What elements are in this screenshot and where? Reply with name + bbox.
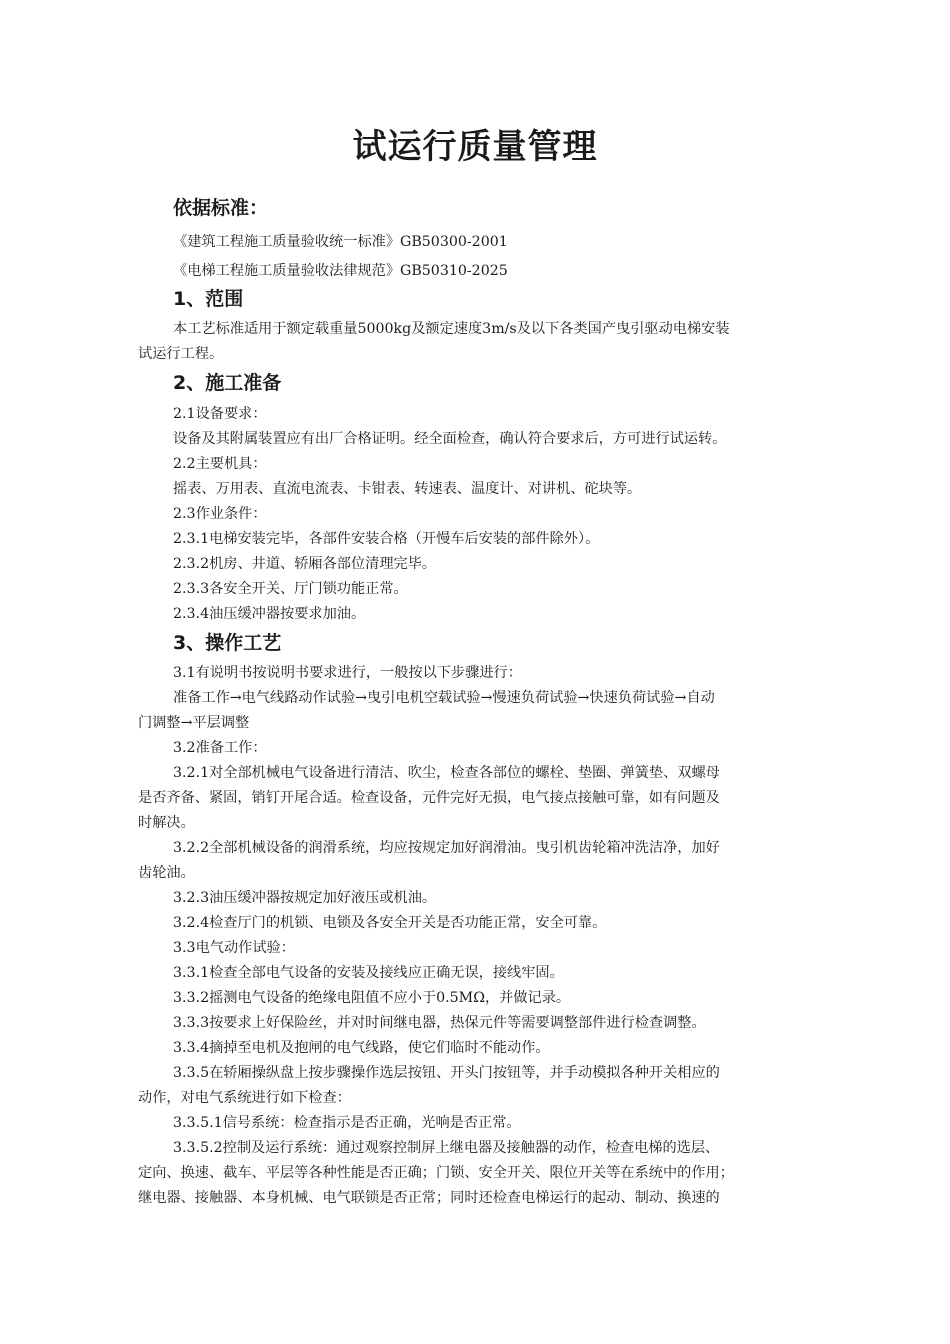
paragraph-line: 本工艺标准适用于额定载重量5000kg及额定速度3m/s及以下各类国产曳引驱动电梯安装 — [173, 321, 730, 337]
paragraph-line: 3.3.2摇测电气设备的绝缘电阻值不应小于0.5MΩ，并做记录。 — [173, 990, 571, 1006]
paragraph-line: 3.1有说明书按说明书要求进行，一般按以下步骤进行： — [173, 665, 522, 681]
paragraph-line: 2.3作业条件： — [173, 506, 267, 522]
document-title: 试运行质量管理 — [352, 127, 598, 167]
paragraph-line: 时解决。 — [138, 815, 195, 831]
paragraph-line: 3.2.4检查厅门的机锁、电锁及各安全开关是否功能正常，安全可靠。 — [173, 915, 607, 931]
paragraph-line: 继电器、接触器、本身机械、电气联锁是否正常；同时还检查电梯运行的起动、制动、换速的 — [138, 1190, 720, 1206]
paragraph-line: 3.3.5.1信号系统：检查指示是否正确，光响是否正常。 — [173, 1115, 521, 1131]
paragraph-line: 3.2.2全部机械设备的润滑系统，均应按规定加好润滑油。曳引机齿轮箱冲洗洁净，加好 — [173, 840, 720, 856]
paragraph-line: 3.3.1检查全部电气设备的安装及接线应正确无误，接线牢固。 — [173, 965, 564, 981]
paragraph-line: 2.3.2机房、井道、轿厢各部位清理完毕。 — [173, 556, 437, 572]
paragraph-line: 试运行工程。 — [138, 346, 224, 362]
paragraph-line: 定向、换速、截车、平层等各种性能是否正确；门锁、安全开关、限位开关等在系统中的作用； — [138, 1165, 734, 1181]
section1-heading: 1、范围 — [173, 288, 244, 310]
paragraph-line: 2.1设备要求： — [173, 406, 267, 422]
standard-2: 《电梯工程施工质量验收法律规范》GB50310-2025 — [173, 263, 508, 279]
paragraph-line: 2.3.4油压缓冲器按要求加油。 — [173, 606, 366, 622]
paragraph-line: 3.3.5在轿厢操纵盘上按步骤操作选层按钮、开头门按钮等，并手动模拟各种开关相应的 — [173, 1065, 720, 1081]
paragraph-line: 设备及其附属装置应有出厂合格证明。经全面检查，确认符合要求后，方可进行试运转。 — [173, 431, 727, 447]
section2-heading: 2、施工准备 — [173, 372, 282, 394]
paragraph-line: 门调整→平层调整 — [138, 715, 250, 731]
paragraph-line: 准备工作→电气线路动作试验→曳引电机空载试验→慢速负荷试验→快速负荷试验→自动 — [173, 690, 715, 706]
paragraph-line: 齿轮油。 — [138, 865, 195, 881]
section3-heading: 3、操作工艺 — [173, 632, 282, 654]
paragraph-line: 是否齐备、紧固，销钉开尾合适。检查设备，元件完好无损，电气接点接触可靠，如有问题及 — [138, 790, 720, 806]
paragraph-line: 摇表、万用表、直流电流表、卡钳表、转速表、温度计、对讲机、砣块等。 — [173, 481, 642, 497]
paragraph-line: 3.3.3按要求上好保险丝，并对时间继电器，热保元件等需要调整部件进行检查调整。 — [173, 1015, 706, 1031]
paragraph-line: 3.2准备工作： — [173, 740, 267, 756]
paragraph-line: 2.2主要机具： — [173, 456, 267, 472]
paragraph-line: 3.2.3油压缓冲器按规定加好液压或机油。 — [173, 890, 437, 906]
standard-1: 《建筑工程施工质量验收统一标准》GB50300-2001 — [173, 234, 508, 250]
paragraph-line: 3.3.4摘掉至电机及抱闸的电气线路，使它们临时不能动作。 — [173, 1040, 550, 1056]
paragraph-line: 3.2.1对全部机械电气设备进行清洁、吹尘，检查各部位的螺栓、垫圈、弹簧垫、双螺母 — [173, 765, 720, 781]
basis-heading: 依据标准： — [173, 197, 269, 219]
paragraph-line: 动作，对电气系统进行如下检查： — [138, 1090, 351, 1106]
paragraph-line: 3.3.5.2控制及运行系统：通过观察控制屏上继电器及接触器的动作，检查电梯的选层、 — [173, 1140, 720, 1156]
paragraph-line: 3.3电气动作试验： — [173, 940, 295, 956]
paragraph-line: 2.3.3各安全开关、厅门锁功能正常。 — [173, 581, 408, 597]
paragraph-line: 2.3.1电梯安装完毕，各部件安装合格（开慢车后安装的部件除外）。 — [173, 531, 600, 547]
